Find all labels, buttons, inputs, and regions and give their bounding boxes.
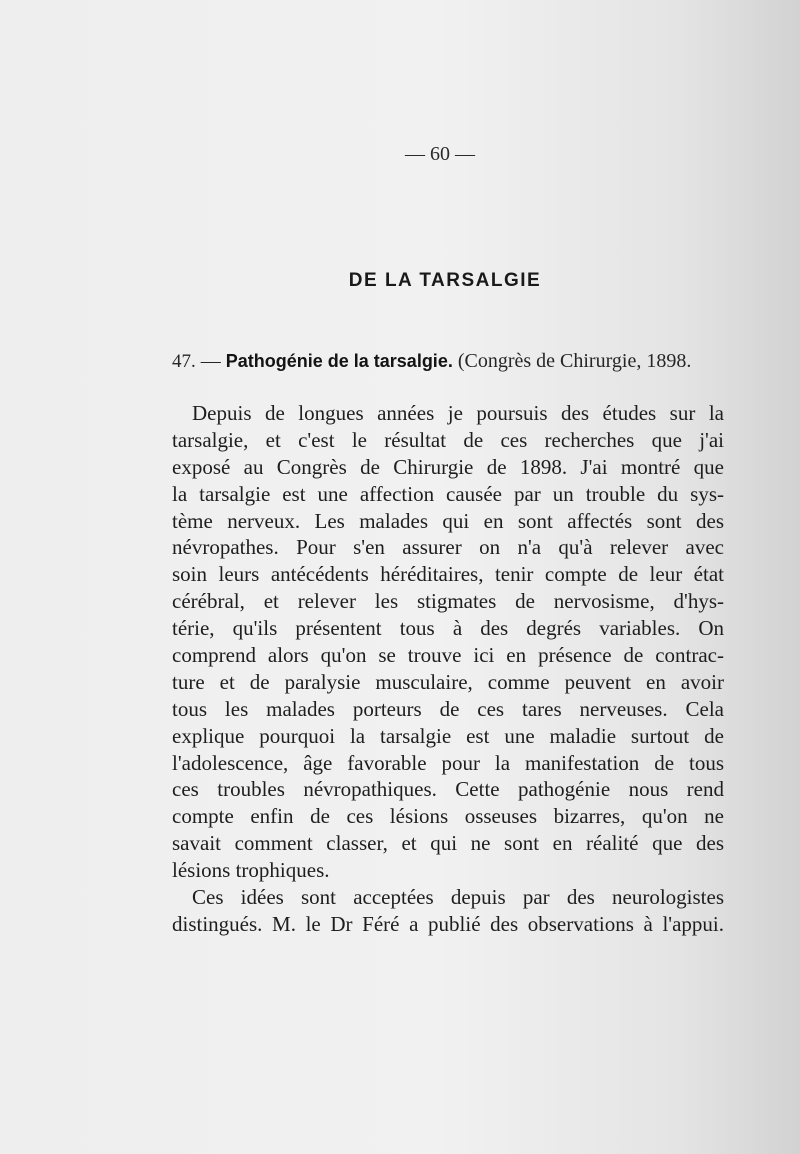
entry-title: Pathogénie de la tarsalgie.	[225, 351, 453, 371]
text-line: ture et de paralysie musculaire, comme peuvent en avoir	[172, 669, 724, 694]
text-line: névropathes. Pour s'en assurer on n'a qu'à relever avec	[172, 535, 724, 560]
text-line: cérébral, et relever les stigmates de nervosisme, d'hys-	[172, 589, 724, 614]
entry-number: 47.	[172, 351, 196, 372]
text-line: tème nerveux. Les malades qui en sont affectés sont des	[172, 508, 724, 533]
text-line: Depuis de longues années je poursuis des études sur la	[192, 401, 724, 425]
entry-heading	[172, 350, 732, 373]
text-line: comprend alors qu'on se trouve ici en présence de contrac-	[172, 643, 724, 668]
text-line: ces troubles névropathiques. Cette pathogénie nous rend	[172, 777, 724, 802]
text-line: l'adolescence, âge favorable pour la manifestation de tous	[172, 750, 724, 775]
paragraph-1	[172, 400, 724, 884]
text-line: compte enfin de ces lésions osseuses bizarres, qu'on ne	[172, 804, 724, 829]
text-line: savait comment classer, et qui ne sont en réalité que des	[172, 831, 724, 856]
section-heading: DE LA TARSALGIE	[348, 270, 542, 291]
page-number: — 60 —	[405, 143, 475, 165]
text-line: Ces idées sont acceptées depuis par des neurologistes	[192, 885, 724, 910]
text-line: térie, qu'ils présentent tous à des degrés variables. On	[172, 616, 724, 641]
text-line: exposé au Congrès de Chirurgie de 1898. J'ai montré que	[172, 454, 724, 479]
paragraph-2	[172, 884, 724, 938]
text-line: explique pourquoi la tarsalgie est une maladie surtout de	[172, 723, 724, 748]
entry-reference: (Congrès de Chirurgie, 1898.	[452, 350, 692, 372]
entry-dash: —	[195, 350, 226, 372]
text-line: soin leurs antécédents héréditaires, tenir compte de leur état	[172, 562, 724, 587]
text-line: tous les malades porteurs de ces tares nerveuses. Cela	[172, 696, 724, 721]
body-text	[172, 400, 724, 938]
text-line: lésions trophiques.	[172, 858, 330, 883]
text-line: distingués. M. le Dr Féré a publié des observations à l'appui.	[172, 911, 724, 936]
text-line: tarsalgie, et c'est le résultat de ces recherches que j'ai	[172, 427, 724, 452]
text-line: la tarsalgie est une affection causée par un trouble du sys-	[172, 481, 724, 506]
